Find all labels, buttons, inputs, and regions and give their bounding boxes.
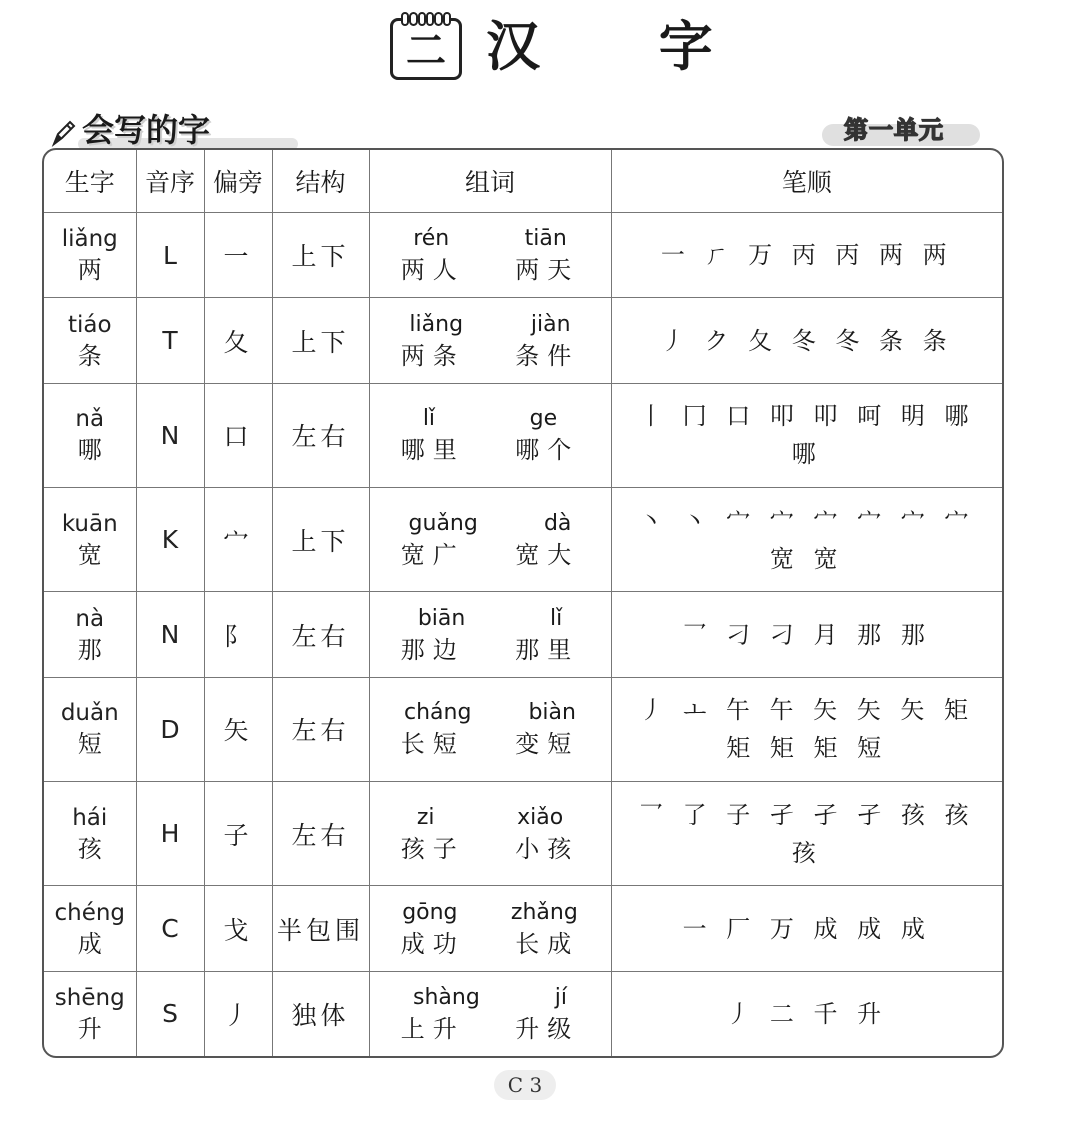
word-hanzi: 两人 [400, 256, 465, 285]
word-pinyin: cháng [404, 700, 472, 726]
char-hanzi: 升 [77, 1014, 102, 1043]
structure-cell: 左右 [272, 677, 369, 781]
order-cell: H [136, 782, 204, 886]
radical-cell: 戈 [204, 886, 272, 971]
word-pinyin: zi [416, 804, 435, 830]
word-pinyin: jí [554, 984, 567, 1010]
page-title: 汉 字 [486, 15, 763, 78]
notebook-icon [390, 18, 462, 80]
char-cell [44, 971, 136, 1056]
chapter-number: 二 [406, 28, 446, 74]
structure-cell: 左右 [272, 383, 369, 487]
table-row [44, 488, 1002, 592]
char-pinyin: nà [75, 605, 105, 632]
strokes-cell: 丶 丶 宀 宀 宀 宀 宀 宀 宽 宽 [611, 488, 1002, 592]
order-cell: L [136, 213, 204, 298]
word-hanzi: 两天 [515, 256, 580, 285]
section-title: 会写的字 [82, 111, 211, 149]
structure-cell: 左右 [272, 592, 369, 677]
word-hanzi: 长成 [515, 929, 580, 958]
char-pinyin: duǎn [60, 700, 119, 727]
strokes-cell: 乛 刁 刁 月 那 那 [611, 592, 1002, 677]
structure-cell: 独体 [272, 971, 369, 1056]
radical-cell: 夂 [204, 298, 272, 383]
word-hanzi: 哪里 [400, 436, 465, 465]
char-hanzi: 那 [77, 635, 102, 664]
word-hanzi: 那里 [515, 635, 580, 664]
char-pinyin: nǎ [75, 406, 105, 433]
table-row [44, 298, 1002, 383]
table-row [44, 782, 1002, 886]
word-hanzi: 长短 [400, 730, 465, 759]
words-cell [369, 782, 611, 886]
char-cell [44, 488, 136, 592]
word-pinyin: gōng [402, 899, 458, 925]
words-cell [369, 677, 611, 781]
header-structure: 结构 [272, 150, 369, 213]
strokes-cell: 乛 了 子 孑 孑 孑 孩 孩 孩 [611, 782, 1002, 886]
char-cell [44, 298, 136, 383]
words-cell [369, 213, 611, 298]
word-hanzi: 变短 [515, 730, 580, 759]
structure-cell: 左右 [272, 782, 369, 886]
word-hanzi: 上升 [400, 1014, 465, 1043]
order-cell: K [136, 488, 204, 592]
page-header [0, 8, 1080, 88]
word-hanzi: 那边 [400, 635, 465, 664]
radical-cell: 一 [204, 213, 272, 298]
word-hanzi: 宽大 [515, 540, 580, 569]
char-cell [44, 383, 136, 487]
table-row [44, 886, 1002, 971]
word-pinyin: biān [417, 605, 466, 631]
header-char: 生字 [44, 150, 136, 213]
strokes-cell: 一 厂 万 成 成 成 [611, 886, 1002, 971]
char-pinyin: chéng [54, 899, 126, 926]
char-pinyin: tiáo [67, 311, 112, 338]
word-pinyin: shàng [412, 984, 480, 1010]
structure-cell: 上下 [272, 488, 369, 592]
table-row [44, 677, 1002, 781]
header-order: 音序 [136, 150, 204, 213]
unit-badge [822, 116, 980, 148]
words-cell [369, 971, 611, 1056]
strokes-cell: 丿 ク 夂 冬 冬 条 条 [611, 298, 1002, 383]
character-table [42, 148, 1004, 1058]
order-cell: T [136, 298, 204, 383]
char-pinyin: hái [72, 804, 108, 831]
word-hanzi: 条件 [515, 341, 580, 370]
word-pinyin: tiān [524, 226, 567, 252]
table-row [44, 383, 1002, 487]
char-pinyin: kuān [61, 510, 118, 537]
table-row [44, 213, 1002, 298]
char-hanzi: 成 [77, 929, 102, 958]
words-cell [369, 886, 611, 971]
word-pinyin: biàn [528, 700, 576, 726]
word-pinyin: rén [413, 226, 450, 252]
word-hanzi: 孩子 [400, 834, 465, 863]
header-words: 组词 [369, 150, 611, 213]
order-cell: C [136, 886, 204, 971]
word-pinyin: lǐ [549, 605, 563, 631]
word-hanzi: 小孩 [515, 834, 580, 863]
strokes-cell: 丿 ㅗ 午 午 矢 矢 矢 矩 矩 矩 矩 短 [611, 677, 1002, 781]
word-pinyin: xiǎo [517, 804, 564, 830]
char-cell [44, 782, 136, 886]
header-radical: 偏旁 [204, 150, 272, 213]
word-hanzi: 哪个 [515, 436, 580, 465]
words-cell [369, 488, 611, 592]
word-pinyin: guǎng [408, 510, 478, 536]
word-pinyin: jiàn [530, 311, 571, 337]
word-hanzi: 升级 [515, 1014, 580, 1043]
word-pinyin: ge [529, 406, 558, 432]
strokes-cell: 丨 冂 口 叩 叩 呵 明 哪 哪 [611, 383, 1002, 487]
order-cell: N [136, 383, 204, 487]
table-row [44, 971, 1002, 1056]
char-hanzi: 宽 [77, 540, 102, 569]
words-cell [369, 383, 611, 487]
word-pinyin: lǐ [422, 406, 436, 432]
radical-cell: 矢 [204, 677, 272, 781]
char-cell [44, 592, 136, 677]
radical-cell: 阝 [204, 592, 272, 677]
char-cell [44, 677, 136, 781]
radical-cell: 子 [204, 782, 272, 886]
word-hanzi: 宽广 [400, 540, 465, 569]
words-cell [369, 298, 611, 383]
char-cell [44, 886, 136, 971]
word-pinyin: dà [543, 510, 572, 536]
char-cell [44, 213, 136, 298]
page-number: C 3 [494, 1070, 556, 1100]
pencil-icon [50, 118, 78, 148]
word-pinyin: liǎng [409, 311, 464, 337]
strokes-cell: 一 ㄏ 万 丙 丙 两 两 [611, 213, 1002, 298]
char-hanzi: 条 [77, 341, 102, 370]
char-pinyin: liǎng [61, 226, 118, 253]
char-hanzi: 两 [77, 256, 102, 285]
table-header-row [44, 150, 1002, 213]
order-cell: N [136, 592, 204, 677]
header-strokes: 笔顺 [611, 150, 1002, 213]
order-cell: D [136, 677, 204, 781]
radical-cell: 口 [204, 383, 272, 487]
words-cell [369, 592, 611, 677]
table-row [44, 592, 1002, 677]
structure-cell: 上下 [272, 213, 369, 298]
radical-cell: 丿 [204, 971, 272, 1056]
word-hanzi: 两条 [400, 341, 465, 370]
char-hanzi: 哪 [77, 436, 102, 465]
char-pinyin: shēng [54, 984, 125, 1011]
structure-cell: 上下 [272, 298, 369, 383]
unit-label: 第一单元 [844, 116, 944, 144]
order-cell: S [136, 971, 204, 1056]
strokes-cell: 丿 二 千 升 [611, 971, 1002, 1056]
structure-cell: 半包围 [272, 886, 369, 971]
char-hanzi: 孩 [77, 834, 102, 863]
radical-cell: 宀 [204, 488, 272, 592]
char-hanzi: 短 [77, 730, 102, 759]
word-hanzi: 成功 [400, 929, 465, 958]
word-pinyin: zhǎng [510, 899, 578, 925]
